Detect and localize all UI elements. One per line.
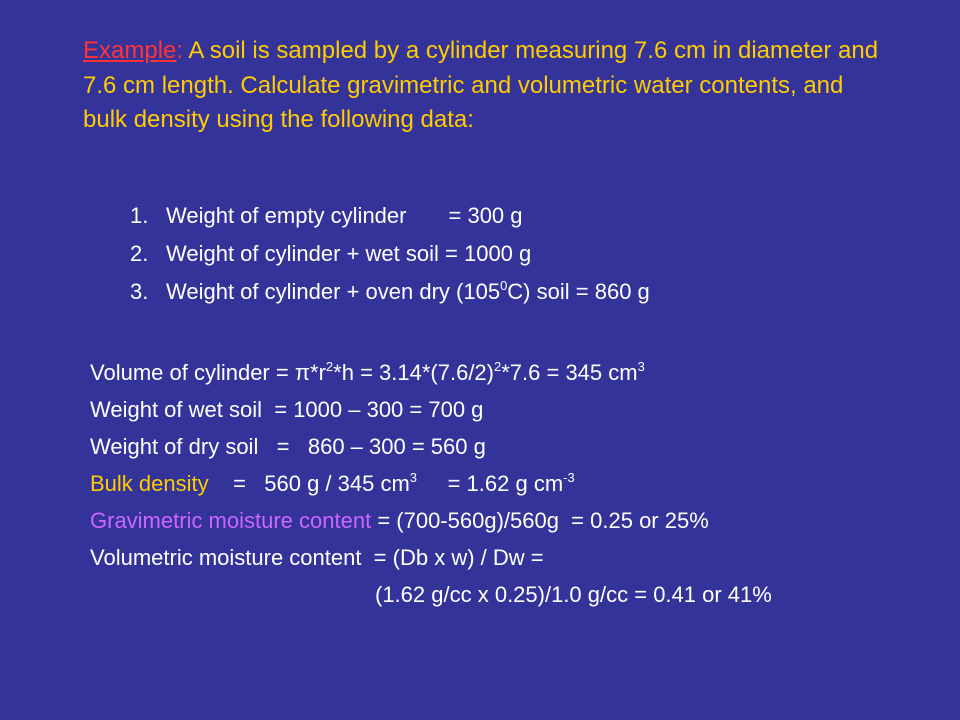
bulk-part: = 1.62 g cm <box>417 471 564 496</box>
list-item <box>130 276 650 314</box>
wet-soil-line: Weight of wet soil = 1000 – 300 = 700 g <box>90 397 484 422</box>
superscript: 3 <box>637 359 645 374</box>
list-item <box>130 238 650 276</box>
list-value: 1000 g <box>463 241 532 266</box>
gravimetric-label: Gravimetric moisture content <box>90 508 372 533</box>
list-value: 860 g <box>594 279 650 304</box>
bulk-density-label: Bulk density <box>90 471 209 496</box>
volumetric-line: Volumetric moisture content = (Db x w) / Dw = <box>90 545 544 570</box>
list-label-post: C) soil <box>507 279 570 304</box>
list-sep: = <box>448 203 468 228</box>
list-label-pre: Weight of cylinder + oven dry (105 <box>166 279 501 304</box>
list-sep: = <box>569 279 595 304</box>
list-number: 2. <box>130 241 149 266</box>
volume-part: *h = 3.14*(7.6/2) <box>333 360 494 385</box>
gravimetric-value: = (700-560g)/560g = 0.25 or 25% <box>371 508 709 533</box>
volume-part: *r <box>310 360 326 385</box>
superscript: 3 <box>409 470 418 485</box>
list-number: 3. <box>130 279 149 304</box>
superscript: 2 <box>494 359 502 374</box>
example-colon: : <box>176 37 184 64</box>
volume-part: *7.6 = 345 cm <box>501 360 638 385</box>
problem-statement <box>83 34 883 138</box>
gravimetric-line <box>90 504 772 541</box>
pi-symbol: π <box>294 360 311 385</box>
given-data-list <box>130 200 650 314</box>
dry-soil-line: Weight of dry soil = 860 – 300 = 560 g <box>90 434 486 459</box>
volume-label: Volume of cylinder = <box>90 360 295 385</box>
bulk-part: = 560 g / 345 cm <box>208 471 410 496</box>
list-number: 1. <box>130 203 149 228</box>
volume-line <box>90 356 772 393</box>
superscript: 2 <box>325 359 334 374</box>
volumetric-result-line: (1.62 g/cc x 0.25)/1.0 g/cc = 0.41 or 41% <box>375 582 772 607</box>
superscript: 0 <box>500 278 508 293</box>
list-value: 300 g <box>467 203 523 228</box>
example-label: Example <box>83 37 177 64</box>
superscript: -3 <box>563 470 575 485</box>
list-label: Weight of cylinder + wet soil <box>166 241 439 266</box>
bulk-density-line <box>90 467 772 504</box>
list-sep: = <box>438 241 464 266</box>
list-label: Weight of empty cylinder <box>166 203 407 228</box>
calculations <box>90 356 772 615</box>
list-item <box>130 200 650 238</box>
problem-text: A soil is sampled by a cylinder measuring 7.6 cm in diameter and 7.6 cm length. Calculate gravimetric and volumetric water contents, and bulk density using the following data: <box>83 37 879 133</box>
